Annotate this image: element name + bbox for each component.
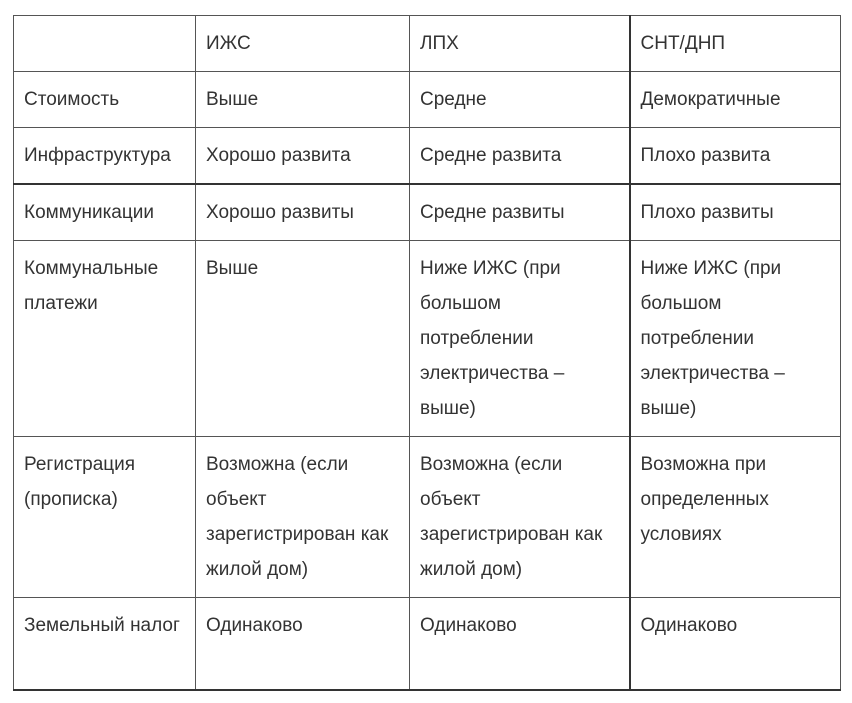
table-cell: Демократичные (630, 72, 841, 128)
table-header-row (14, 16, 841, 72)
table-cell: Выше (196, 72, 410, 128)
table-row (14, 598, 841, 691)
row-label-utility-payments: Коммунальные платежи (14, 241, 196, 437)
table-cell: Ниже ИЖС (при большом потреблении электричества – выше) (410, 241, 630, 437)
table-cell: Средне развиты (410, 184, 630, 241)
header-cell-izhs: ИЖС (196, 16, 410, 72)
table-cell: Средне развита (410, 128, 630, 185)
table-cell: Выше (196, 241, 410, 437)
table-row (14, 437, 841, 598)
comparison-table (13, 15, 841, 691)
table-row (14, 184, 841, 241)
table-cell: Возможна (если объект зарегистрирован как жилой дом) (410, 437, 630, 598)
table-cell: Возможна (если объект зарегистрирован как жилой дом) (196, 437, 410, 598)
table-cell: Одинаково (630, 598, 841, 691)
row-label-land-tax: Земельный налог (14, 598, 196, 691)
table-cell: Плохо развиты (630, 184, 841, 241)
table-cell: Хорошо развита (196, 128, 410, 185)
table-cell: Ниже ИЖС (при большом потреблении электричества – выше) (630, 241, 841, 437)
row-label-registration: Регистрация (прописка) (14, 437, 196, 598)
table-cell: Возможна при определенных условиях (630, 437, 841, 598)
header-cell-snt-dnp: СНТ/ДНП (630, 16, 841, 72)
table-cell: Хорошо развиты (196, 184, 410, 241)
table-cell: Плохо развита (630, 128, 841, 185)
table-cell: Одинаково (196, 598, 410, 691)
table-row (14, 72, 841, 128)
table-cell: Средне (410, 72, 630, 128)
row-label-infrastructure: Инфраструктура (14, 128, 196, 185)
header-cell-empty (14, 16, 196, 72)
header-cell-lph: ЛПХ (410, 16, 630, 72)
row-label-communications: Коммуникации (14, 184, 196, 241)
table-cell: Одинаково (410, 598, 630, 691)
table-row (14, 128, 841, 185)
table-row (14, 241, 841, 437)
row-label-cost: Стоимость (14, 72, 196, 128)
